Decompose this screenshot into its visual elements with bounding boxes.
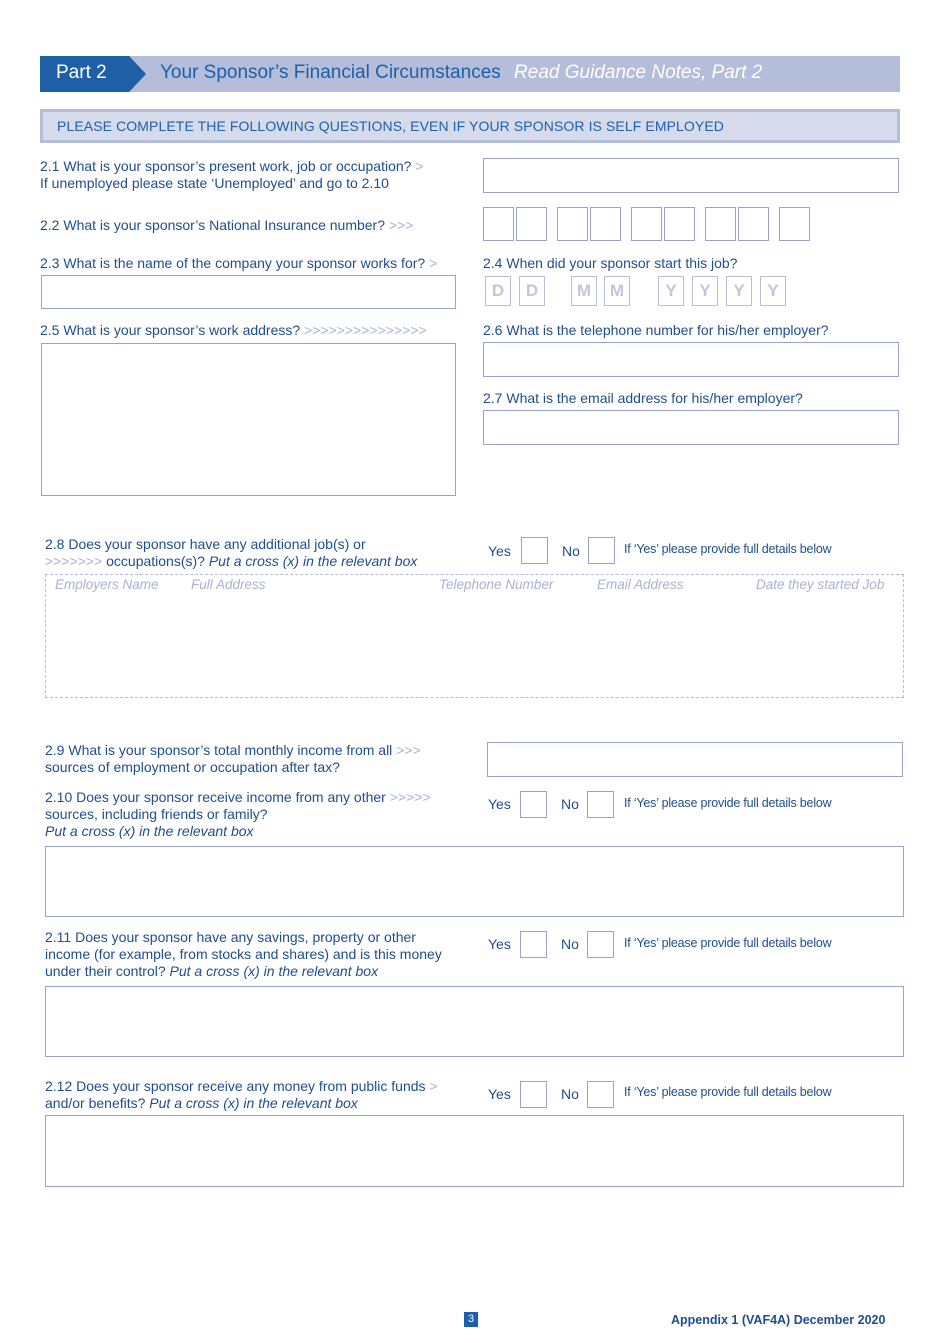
q2-10-yes-label: Yes <box>488 796 511 812</box>
q2-12-no-label: No <box>561 1086 579 1102</box>
monthly-income-input[interactable] <box>487 742 903 777</box>
q2-12-yes-label: Yes <box>488 1086 511 1102</box>
guidance-note: Read Guidance Notes, Part 2 <box>514 62 763 83</box>
q2-8-label: 2.8 Does your sponsor have any additional job(s) or >>>>>>> occupations(s)? Put a cross (x) in the relevant box <box>45 536 418 569</box>
section-title <box>160 62 762 84</box>
instruction-banner <box>40 109 900 143</box>
ni-box-8[interactable] <box>738 207 769 241</box>
date-month-2[interactable]: M <box>604 276 630 306</box>
additional-jobs-table[interactable] <box>45 574 904 698</box>
savings-details-input[interactable] <box>45 986 904 1057</box>
date-year-4[interactable]: Y <box>760 276 786 306</box>
q2-5-label: 2.5 What is your sponsor’s work address? >>>>>>>>>>>>>>> <box>40 322 427 338</box>
q2-10-no-label: No <box>561 796 579 812</box>
work-address-input[interactable] <box>41 343 456 496</box>
q2-11-yes-label: Yes <box>488 936 511 952</box>
q2-1-label: 2.1 What is your sponsor’s present work, job or occupation? > If unemployed please state ‘Unemployed’ and go to 2.10 <box>40 158 424 191</box>
ni-box-4[interactable] <box>590 207 621 241</box>
q2-11-no-label: No <box>561 936 579 952</box>
col-employers-name: Employers Name <box>55 577 159 592</box>
date-year-3[interactable]: Y <box>726 276 752 306</box>
ni-box-6[interactable] <box>664 207 695 241</box>
q2-8-no-checkbox[interactable] <box>588 537 615 564</box>
col-full-address: Full Address <box>191 577 266 592</box>
q2-11-label: 2.11 Does your sponsor have any savings, property or other income (for example, from stocks and shares) and is this money under their control? Put a cross (x) in the relevant box <box>45 929 442 979</box>
date-year-1[interactable]: Y <box>658 276 684 306</box>
q2-2-label: 2.2 What is your sponsor’s National Insurance number? >>> <box>40 217 414 233</box>
employer-phone-input[interactable] <box>483 342 899 377</box>
other-income-details-input[interactable] <box>45 846 904 917</box>
q2-9-label: 2.9 What is your sponsor’s total monthly income from all >>> sources of employment or occupation after tax? <box>45 742 421 775</box>
employer-email-input[interactable] <box>483 410 899 445</box>
q2-7-label: 2.7 What is the email address for his/her employer? <box>483 390 803 406</box>
q2-8-note: If ‘Yes’ please provide full details below <box>624 542 832 556</box>
q2-4-label: 2.4 When did your sponsor start this job? <box>483 255 738 271</box>
page-number: 3 <box>464 1312 478 1327</box>
q2-11-note: If ‘Yes’ please provide full details below <box>624 936 832 950</box>
instruction-text: PLEASE COMPLETE THE FOLLOWING QUESTIONS, EVEN IF YOUR SPONSOR IS SELF EMPLOYED <box>57 118 724 134</box>
company-name-input[interactable] <box>41 275 456 309</box>
ni-box-3[interactable] <box>557 207 588 241</box>
appendix-reference: Appendix 1 (VAF4A) December 2020 <box>671 1313 886 1327</box>
ni-box-7[interactable] <box>705 207 736 241</box>
q2-11-no-checkbox[interactable] <box>587 931 614 958</box>
section-title-text: Your Sponsor’s Financial Circumstances <box>160 62 501 83</box>
public-funds-details-input[interactable] <box>45 1115 904 1187</box>
q2-8-yes-label: Yes <box>488 543 511 559</box>
q2-12-note: If ‘Yes’ please provide full details below <box>624 1085 832 1099</box>
ni-box-1[interactable] <box>483 207 514 241</box>
date-year-2[interactable]: Y <box>692 276 718 306</box>
date-month-1[interactable]: M <box>571 276 597 306</box>
q2-12-yes-checkbox[interactable] <box>520 1081 547 1108</box>
ni-box-2[interactable] <box>516 207 547 241</box>
ni-box-9[interactable] <box>779 207 810 241</box>
date-day-2[interactable]: D <box>519 276 545 306</box>
q2-10-note: If ‘Yes’ please provide full details below <box>624 796 832 810</box>
q2-11-yes-checkbox[interactable] <box>520 931 547 958</box>
q2-8-yes-checkbox[interactable] <box>521 537 548 564</box>
q2-8-no-label: No <box>562 543 580 559</box>
q2-12-no-checkbox[interactable] <box>587 1081 614 1108</box>
q2-10-no-checkbox[interactable] <box>587 791 614 818</box>
q2-10-label: 2.10 Does your sponsor receive income from any other >>>>> sources, including friends or family? Put a cross (x) in the relevant box <box>45 789 431 839</box>
col-telephone-number: Telephone Number <box>439 577 554 592</box>
occupation-input[interactable] <box>483 158 899 193</box>
q2-3-label: 2.3 What is the name of the company your sponsor works for? > <box>40 255 438 271</box>
q2-10-yes-checkbox[interactable] <box>520 791 547 818</box>
q2-6-label: 2.6 What is the telephone number for his/her employer? <box>483 322 829 338</box>
q2-12-label: 2.12 Does your sponsor receive any money from public funds > and/or benefits? Put a cross (x) in the relevant box <box>45 1078 438 1111</box>
ni-box-5[interactable] <box>631 207 662 241</box>
col-email-address: Email Address <box>597 577 684 592</box>
part-label: Part 2 <box>56 62 107 83</box>
col-date-started: Date they started Job <box>756 577 885 592</box>
date-day-1[interactable]: D <box>485 276 511 306</box>
